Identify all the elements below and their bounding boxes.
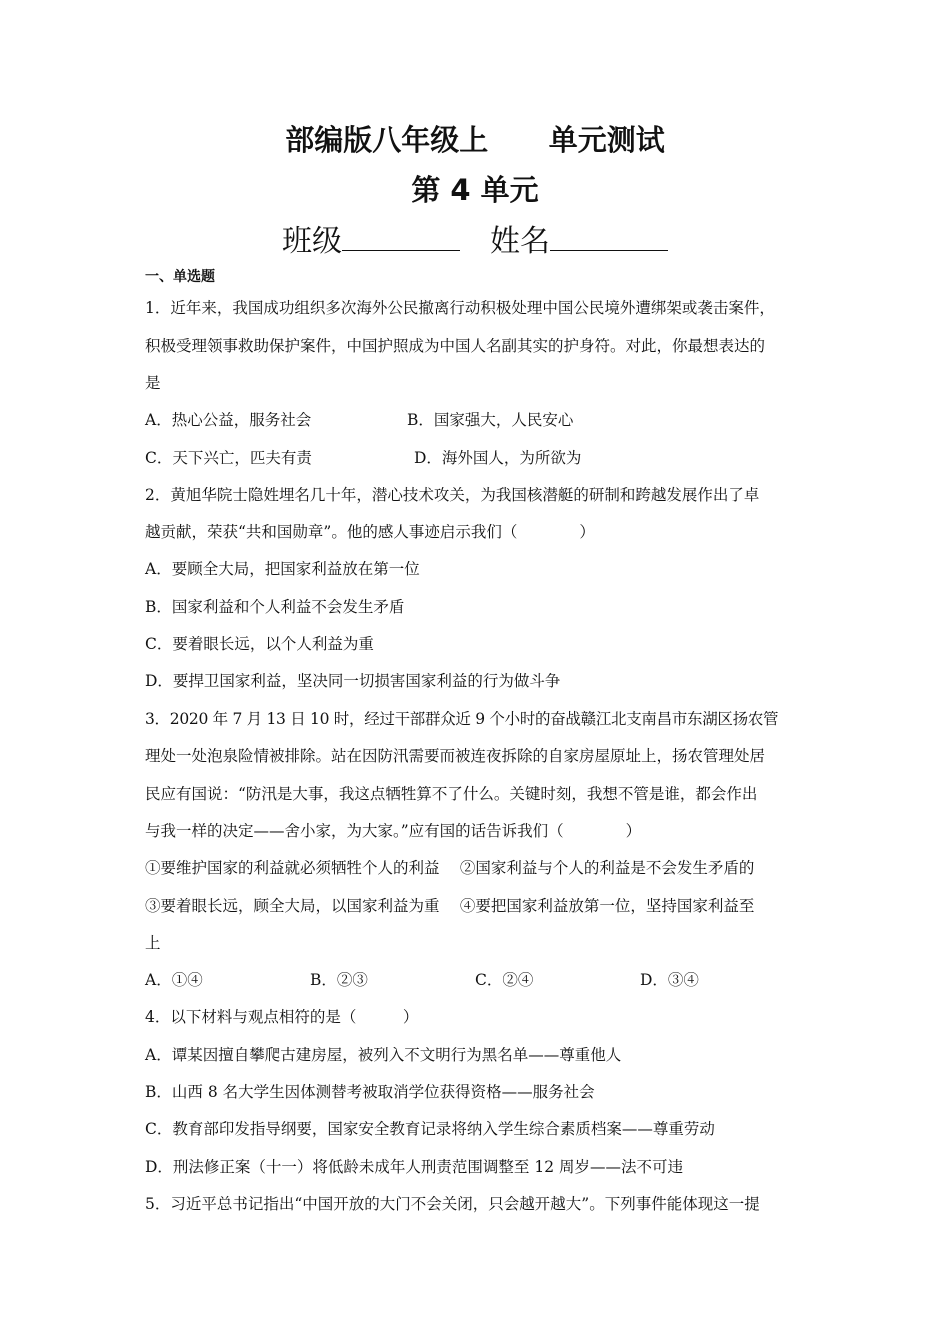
q3-option-b[interactable]: B．②③ — [310, 971, 368, 989]
q4-option-a[interactable]: A．谭某因擅自攀爬古建房屋，被列入不文明行为黑名单——尊重他人 — [145, 1046, 622, 1064]
q3-stem-line: 与我一样的决定——舍小家，为大家。”应有国的话告诉我们（ ） — [145, 822, 642, 840]
q3-statements-3-4: ③要着眼长远，顾全大局，以国家利益为重 ④要把国家利益放第一位，坚持国家利益至 — [145, 897, 755, 915]
q2-stem-line: 2．黄旭华院士隐姓埋名几十年，潜心技术攻关，为我国核潜艇的研制和跨越发展作出了卓 — [145, 486, 760, 504]
q4-option-c[interactable]: C．教育部印发指导纲要，国家安全教育记录将纳入学生综合素质档案——尊重劳动 — [145, 1120, 715, 1138]
q1-stem-line: 1．近年来，我国成功组织多次海外公民撤离行动积极处理中国公民境外遭绑架或袭击案件， — [145, 299, 775, 317]
class-blank[interactable] — [342, 222, 460, 251]
name-label: 姓名 — [490, 224, 550, 259]
q2-option-b[interactable]: B．国家利益和个人利益不会发生矛盾 — [145, 598, 405, 616]
section-heading: 一、单选题 — [145, 269, 215, 285]
q1-option-b[interactable]: B．国家强大，人民安心 — [407, 411, 574, 429]
q1-stem-line: 积极受理领事救助保护案件，中国护照成为中国人名副其实的护身符。对此，你最想表达的 — [145, 337, 766, 355]
q3-statements-continued: 上 — [145, 934, 161, 952]
q4-option-b[interactable]: B．山西 8 名大学生因体测替考被取消学位获得资格——服务社会 — [145, 1083, 595, 1101]
q1-stem-line: 是 — [145, 374, 161, 392]
q3-stem-line: 3．2020 年 7 月 13 日 10 时，经过干部群众近 9 个小时的奋战赣江北支南昌市东湖区扬农管 — [145, 710, 779, 728]
q3-statements-1-2: ①要维护国家的利益就必须牺牲个人的利益 ②国家利益与个人的利益是不会发生矛盾的 — [145, 859, 755, 877]
q2-option-c[interactable]: C．要着眼长远，以个人利益为重 — [145, 635, 374, 653]
q3-option-d[interactable]: D．③④ — [640, 971, 699, 989]
q4-option-d[interactable]: D．刑法修正案（十一）将低龄未成年人刑责范围调整至 12 周岁——法不可违 — [145, 1158, 684, 1176]
q2-option-d[interactable]: D．要捍卫国家利益，坚决同一切损害国家利益的行为做斗争 — [145, 672, 561, 690]
class-label: 班级 — [282, 224, 342, 259]
q4-stem-line: 4．以下材料与观点相符的是（ ） — [145, 1008, 419, 1026]
unit-subtitle: 第 4 单元 — [411, 173, 539, 207]
q3-stem-line: 民应有国说：“防汛是大事，我这点牺牲算不了什么。关键时刻，我想不管是谁，都会作出 — [145, 785, 758, 803]
q3-stem-line: 理处一处泡泉险情被排除。站在因防汛需要而被连夜拆除的自家房屋原址上，扬农管理处居 — [145, 747, 766, 765]
name-blank[interactable] — [550, 222, 668, 251]
q3-option-a[interactable]: A．①④ — [145, 971, 203, 989]
q1-option-a[interactable]: A．热心公益，服务社会 — [145, 411, 312, 429]
page-title: 部编版八年级上 单元测试 — [285, 123, 665, 157]
q2-stem-line: 越贡献，荣获“共和国勋章”。他的感人事迹启示我们（ ） — [145, 523, 595, 541]
q1-option-d[interactable]: D．海外国人，为所欲为 — [414, 449, 582, 467]
q1-option-c[interactable]: C．天下兴亡，匹夫有责 — [145, 449, 312, 467]
q3-option-c[interactable]: C．②④ — [475, 971, 534, 989]
q5-stem-line: 5．习近平总书记指出“中国开放的大门不会关闭，只会越开越大”。下列事件能体现这一提 — [145, 1195, 760, 1213]
student-info-line — [0, 222, 950, 261]
q2-option-a[interactable]: A．要顾全大局，把国家利益放在第一位 — [145, 560, 420, 578]
